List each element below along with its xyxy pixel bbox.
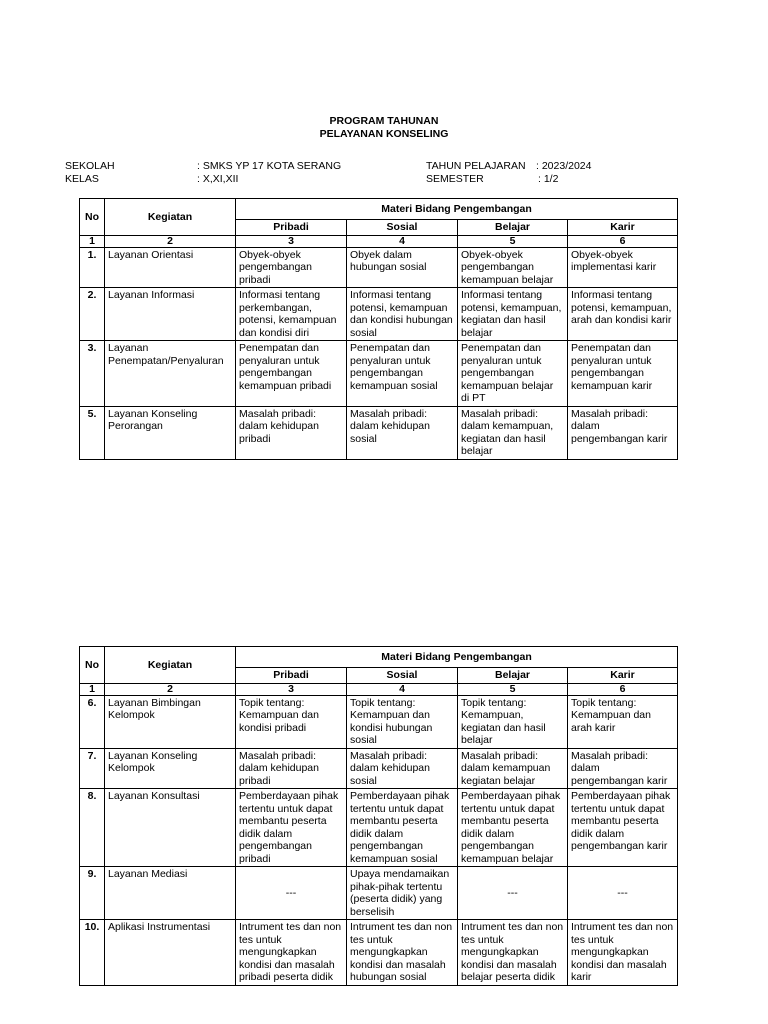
index-cell: 6 [568, 235, 678, 247]
cell-karir: Topik tentang: Kemampuan dan arah karir [568, 695, 678, 748]
index-cell: 4 [347, 235, 458, 247]
cell-belajar: Obyek-obyek pengembangan kemampuan belajar [458, 247, 568, 288]
cell-no: 10. [80, 920, 105, 986]
cell-kegiatan: Layanan Bimbingan Kelompok [105, 695, 236, 748]
cell-kegiatan: Layanan Orientasi [105, 247, 236, 288]
cell-belajar: Masalah pribadi: dalam kemampuan kegiatan belajar [458, 748, 568, 789]
tahun-label: TAHUN PELAJARAN [426, 160, 526, 172]
header-kegiatan: Kegiatan [105, 647, 236, 684]
cell-karir: Intrument tes dan non tes untuk mengungkapkan kondisi dan masalah karir [568, 920, 678, 986]
cell-sosial: Intrument tes dan non tes untuk mengungkapkan kondisi dan masalah hubungan sosial [347, 920, 458, 986]
cell-pribadi: Masalah pribadi: dalam kehidupan pribadi [236, 748, 347, 789]
cell-karir: Masalah pribadi: dalam pengembangan karir [568, 748, 678, 789]
cell-sosial: Penempatan dan penyaluran untuk pengembangan kemampuan sosial [347, 341, 458, 407]
cell-kegiatan: Layanan Penempatan/Penyaluran [105, 341, 236, 407]
index-cell: 5 [458, 683, 568, 695]
tahun-value: : 2023/2024 [536, 160, 592, 172]
cell-pribadi: Intrument tes dan non tes untuk mengungkapkan kondisi dan masalah pribadi peserta didik [236, 920, 347, 986]
header-materi: Materi Bidang Pengembangan [236, 647, 678, 668]
table-row [80, 789, 678, 867]
header-no: No [80, 199, 105, 236]
cell-no: 7. [80, 748, 105, 789]
semester-label: SEMESTER [426, 173, 484, 185]
header-karir: Karir [568, 668, 678, 684]
cell-belajar: --- [458, 867, 568, 920]
table-row [80, 341, 678, 407]
cell-no: 2. [80, 288, 105, 341]
cell-belajar: Intrument tes dan non tes untuk mengungkapkan kondisi dan masalah belajar peserta didik [458, 920, 568, 986]
header-belajar: Belajar [458, 668, 568, 684]
cell-pribadi: Penempatan dan penyaluran untuk pengembangan kemampuan pribadi [236, 341, 347, 407]
cell-karir: Informasi tentang potensi, kemampuan, arah dan kondisi karir [568, 288, 678, 341]
cell-kegiatan: Layanan Konseling Perorangan [105, 406, 236, 459]
index-cell: 5 [458, 235, 568, 247]
cell-belajar: Topik tentang: Kemampuan, kegiatan dan hasil belajar [458, 695, 568, 748]
cell-kegiatan: Layanan Mediasi [105, 867, 236, 920]
header-materi: Materi Bidang Pengembangan [236, 199, 678, 220]
cell-karir: Obyek-obyek implementasi karir [568, 247, 678, 288]
cell-kegiatan: Aplikasi Instrumentasi [105, 920, 236, 986]
cell-sosial: Masalah pribadi: dalam kehidupan sosial [347, 748, 458, 789]
cell-pribadi: --- [236, 867, 347, 920]
cell-no: 3. [80, 341, 105, 407]
cell-belajar: Masalah pribadi: dalam kemampuan, kegiatan dan hasil belajar [458, 406, 568, 459]
cell-no: 9. [80, 867, 105, 920]
cell-kegiatan: Layanan Konsultasi [105, 789, 236, 867]
table-row [80, 748, 678, 789]
cell-sosial: Obyek dalam hubungan sosial [347, 247, 458, 288]
cell-sosial: Masalah pribadi: dalam kehidupan sosial [347, 406, 458, 459]
table-row [80, 247, 678, 288]
document-subtitle: PELAYANAN KONSELING [319, 128, 449, 140]
cell-no: 5. [80, 406, 105, 459]
cell-kegiatan: Layanan Informasi [105, 288, 236, 341]
index-cell: 3 [236, 683, 347, 695]
cell-pribadi: Pemberdayaan pihak tertentu untuk dapat membantu peserta didik dalam pengembangan pribadi [236, 789, 347, 867]
header-no: No [80, 647, 105, 684]
cell-pribadi: Topik tentang: Kemampuan dan kondisi pribadi [236, 695, 347, 748]
cell-kegiatan: Layanan Konseling Kelompok [105, 748, 236, 789]
index-cell: 3 [236, 235, 347, 247]
kelas-label: KELAS [65, 173, 99, 185]
table-row [80, 288, 678, 341]
kelas-value: : X,XI,XII [197, 173, 239, 185]
semester-value: : 1/2 [538, 173, 559, 185]
cell-karir: Pemberdayaan pihak tertentu untuk dapat membantu peserta didik dalam pengembangan karir [568, 789, 678, 867]
cell-karir: Penempatan dan penyaluran untuk pengembangan kemampuan karir [568, 341, 678, 407]
sekolah-label: SEKOLAH [65, 160, 115, 172]
cell-no: 6. [80, 695, 105, 748]
header-kegiatan: Kegiatan [105, 199, 236, 236]
header-belajar: Belajar [458, 220, 568, 236]
table-row [80, 406, 678, 459]
table-row [80, 695, 678, 748]
cell-belajar: Pemberdayaan pihak tertentu untuk dapat membantu peserta didik dalam pengembangan kemampuan belajar [458, 789, 568, 867]
cell-belajar: Informasi tentang potensi, kemampuan, kegiatan dan hasil belajar [458, 288, 568, 341]
header-sosial: Sosial [347, 220, 458, 236]
index-cell: 2 [105, 235, 236, 247]
index-cell: 4 [347, 683, 458, 695]
index-cell: 2 [105, 683, 236, 695]
header-pribadi: Pribadi [236, 220, 347, 236]
cell-belajar: Penempatan dan penyaluran untuk pengembangan kemampuan belajar di PT [458, 341, 568, 407]
program-table-1 [79, 198, 678, 460]
table-row [80, 920, 678, 986]
cell-pribadi: Obyek-obyek pengembangan pribadi [236, 247, 347, 288]
program-table-2 [79, 646, 678, 986]
index-cell: 6 [568, 683, 678, 695]
cell-sosial: Informasi tentang potensi, kemampuan dan kondisi hubungan sosial [347, 288, 458, 341]
cell-karir: --- [568, 867, 678, 920]
header-sosial: Sosial [347, 668, 458, 684]
cell-sosial: Pemberdayaan pihak tertentu untuk dapat membantu peserta didik dalam pengembangan kemampuan sosial [347, 789, 458, 867]
cell-sosial: Topik tentang: Kemampuan dan kondisi hubungan sosial [347, 695, 458, 748]
header-karir: Karir [568, 220, 678, 236]
cell-no: 8. [80, 789, 105, 867]
cell-pribadi: Masalah pribadi: dalam kehidupan pribadi [236, 406, 347, 459]
cell-sosial: Upaya mendamaikan pihak-pihak tertentu (peserta didik) yang berselisih [347, 867, 458, 920]
cell-pribadi: Informasi tentang perkembangan, potensi, kemampuan dan kondisi diri [236, 288, 347, 341]
sekolah-value: : SMKS YP 17 KOTA SERANG [197, 160, 342, 172]
cell-karir: Masalah pribadi: dalam pengembangan karir [568, 406, 678, 459]
document-title: PROGRAM TAHUNAN [329, 115, 439, 127]
cell-no: 1. [80, 247, 105, 288]
index-cell: 1 [80, 235, 105, 247]
table-row [80, 867, 678, 920]
index-cell: 1 [80, 683, 105, 695]
header-pribadi: Pribadi [236, 668, 347, 684]
